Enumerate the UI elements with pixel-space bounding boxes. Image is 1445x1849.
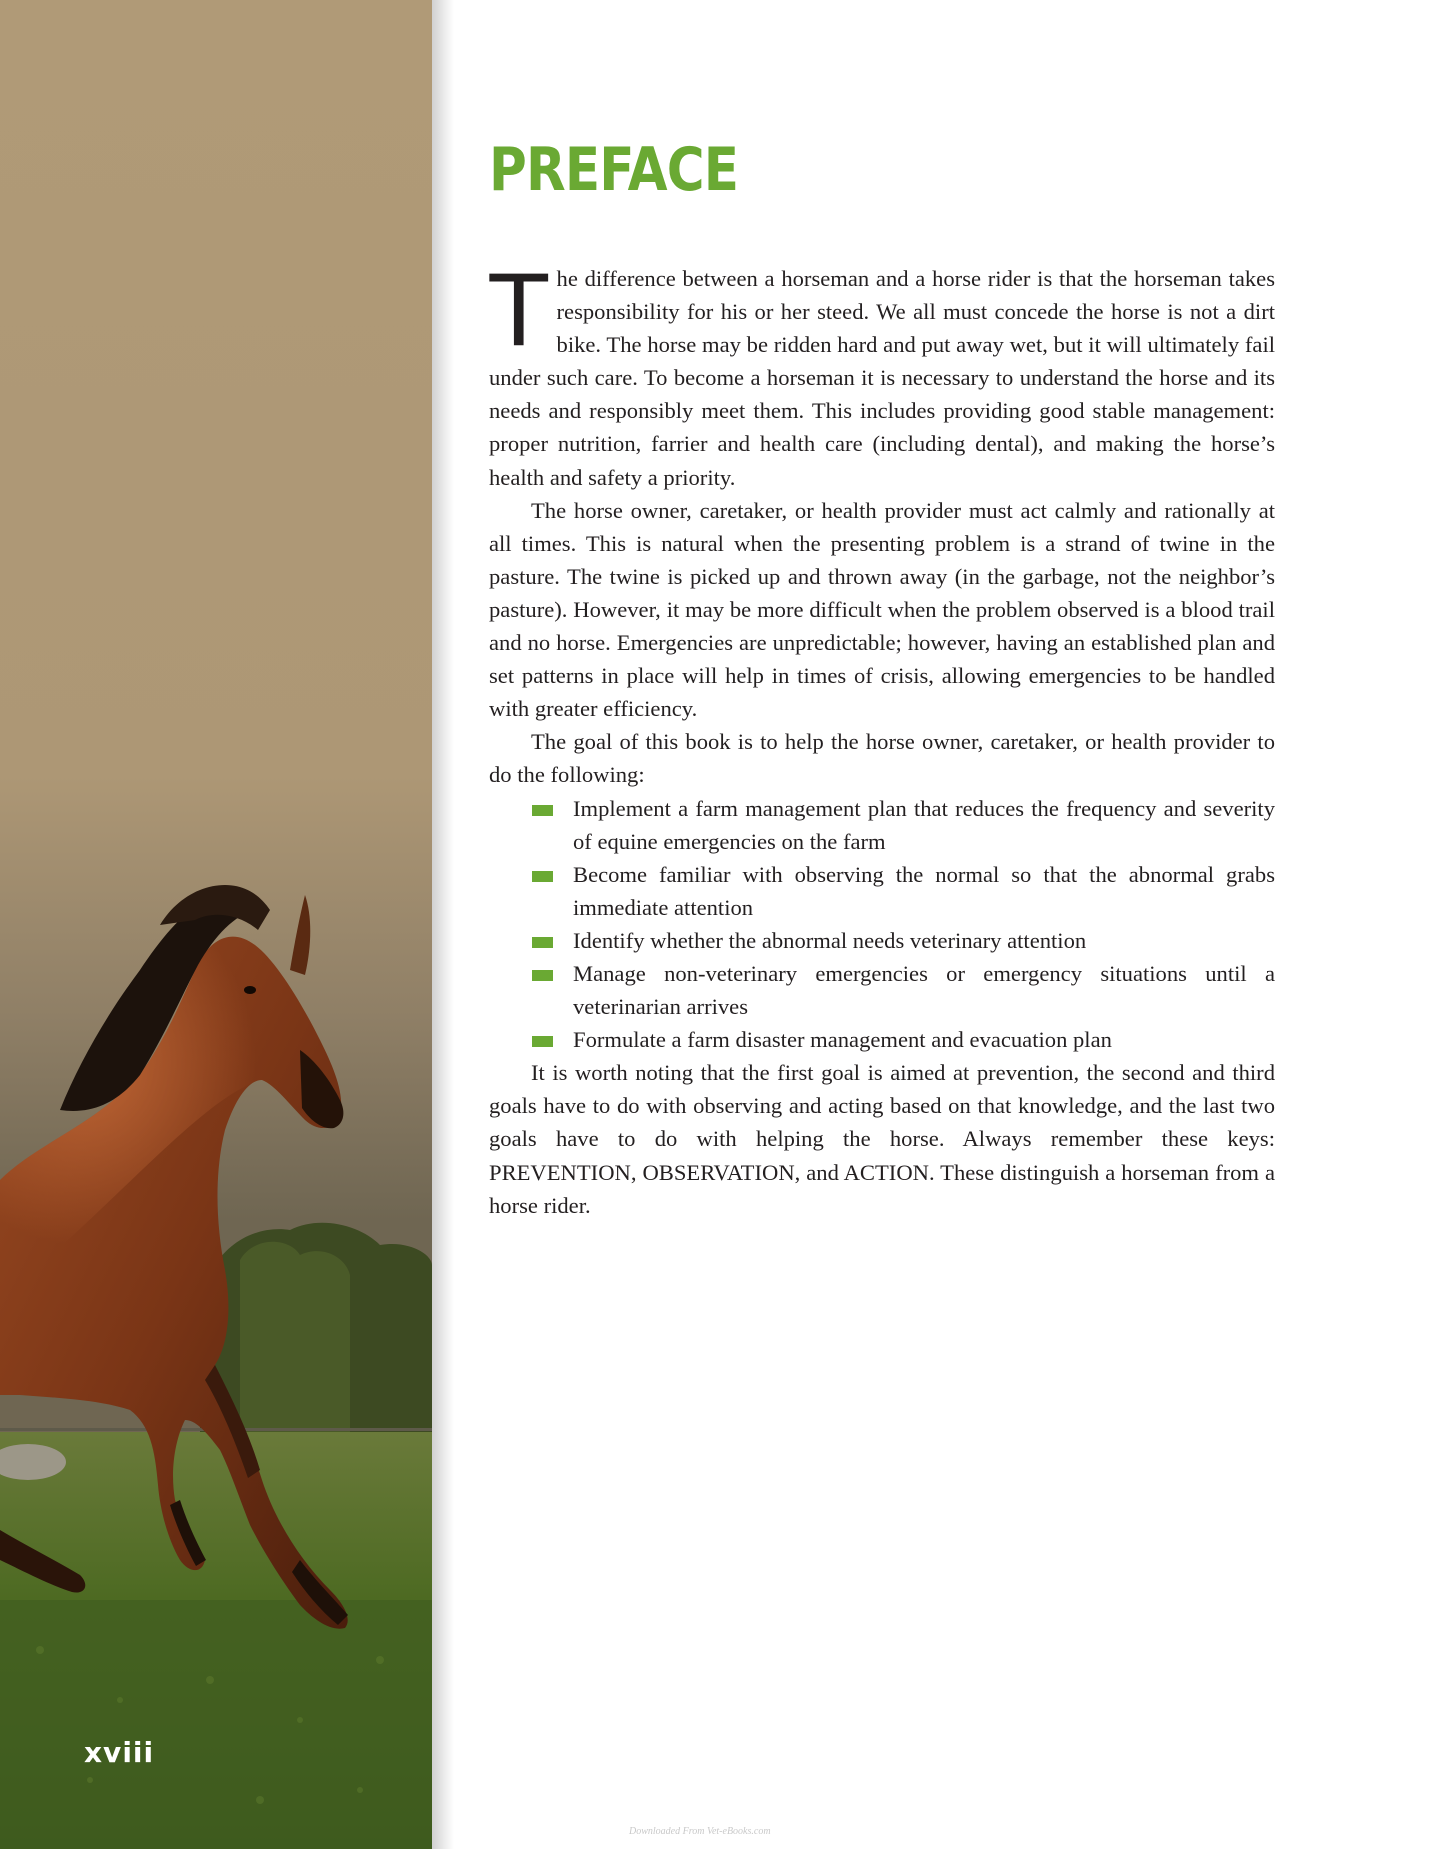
panel-shadow <box>432 0 454 1849</box>
list-item <box>489 1023 1275 1056</box>
body-text <box>487 252 1275 1222</box>
list-item-text: Manage non-veterinary emergencies or emergency situations until a veterinarian arrives <box>573 960 1275 1020</box>
paragraph-4: It is worth noting that the first goal is aimed at prevention, the second and third goals have to do with observing and acting based on that knowledge, and the last two goals have to do with helping the horse. Always remember these keys: PREVENTION, OBSERVATION, and ACTION. These distinguish a horseman from a horse rider. <box>489 1060 1275 1218</box>
page-number: xviii <box>84 1736 155 1769</box>
list-item <box>489 924 1275 957</box>
goals-list <box>489 792 1275 1057</box>
drop-cap: T <box>487 252 551 368</box>
list-item <box>489 858 1275 924</box>
bullet-square-icon <box>532 1036 553 1047</box>
paragraph-1 <box>487 252 1275 494</box>
main-content <box>489 130 1275 1222</box>
list-item-text: Implement a farm management plan that reduces the frequency and severity of equine emergencies on the farm <box>573 795 1275 854</box>
list-item-text: Formulate a farm disaster management and evacuation plan <box>573 1027 1112 1053</box>
bullet-square-icon <box>532 805 553 816</box>
list-item-text: Become familiar with observing the normal so that the abnormal grabs immediate attention <box>573 861 1275 920</box>
paragraph-1-text: he difference between a horseman and a horse rider is that the horseman takes responsibility for his or her steed. We all must concede the horse is not a dirt bike. The horse may be ridden hard and put away wet, but it will ultimately fail under such care. To become a horseman it is necessary to understand the horse and its needs and responsibly meet them. This includes providing good stable management: proper nutrition, farrier and health care (including dental), and making the horse’s health and safety a priority. <box>489 266 1275 490</box>
side-photo-panel <box>0 0 432 1849</box>
list-item <box>489 792 1275 858</box>
bullet-square-icon <box>532 937 553 948</box>
list-item-text: Identify whether the abnormal needs veterinary attention <box>573 927 1087 953</box>
paragraph-3: The goal of this book is to help the horse owner, caretaker, or health provider to do the following: <box>489 729 1275 788</box>
list-item <box>489 957 1275 1023</box>
paragraph-2: The horse owner, caretaker, or health provider must act calmly and rationally at all times. This is natural when the presenting problem is a strand of twine in the pasture. The twine is picked up and thrown away (in the garbage, not the neighbor’s pasture). However, it may be more difficult when the problem observed is a blood trail and no horse. Emergencies are unpredictable; however, having an established plan and set patterns in place will help in times of crisis, allowing emergencies to be handled with greater efficiency. <box>489 497 1275 722</box>
bullet-square-icon <box>532 871 553 882</box>
footer-watermark: Downloaded From Vet-eBooks.com <box>629 1826 771 1837</box>
page-title: PREFACE <box>489 135 739 205</box>
horse-photo <box>0 0 432 1849</box>
bullet-square-icon <box>532 970 553 981</box>
